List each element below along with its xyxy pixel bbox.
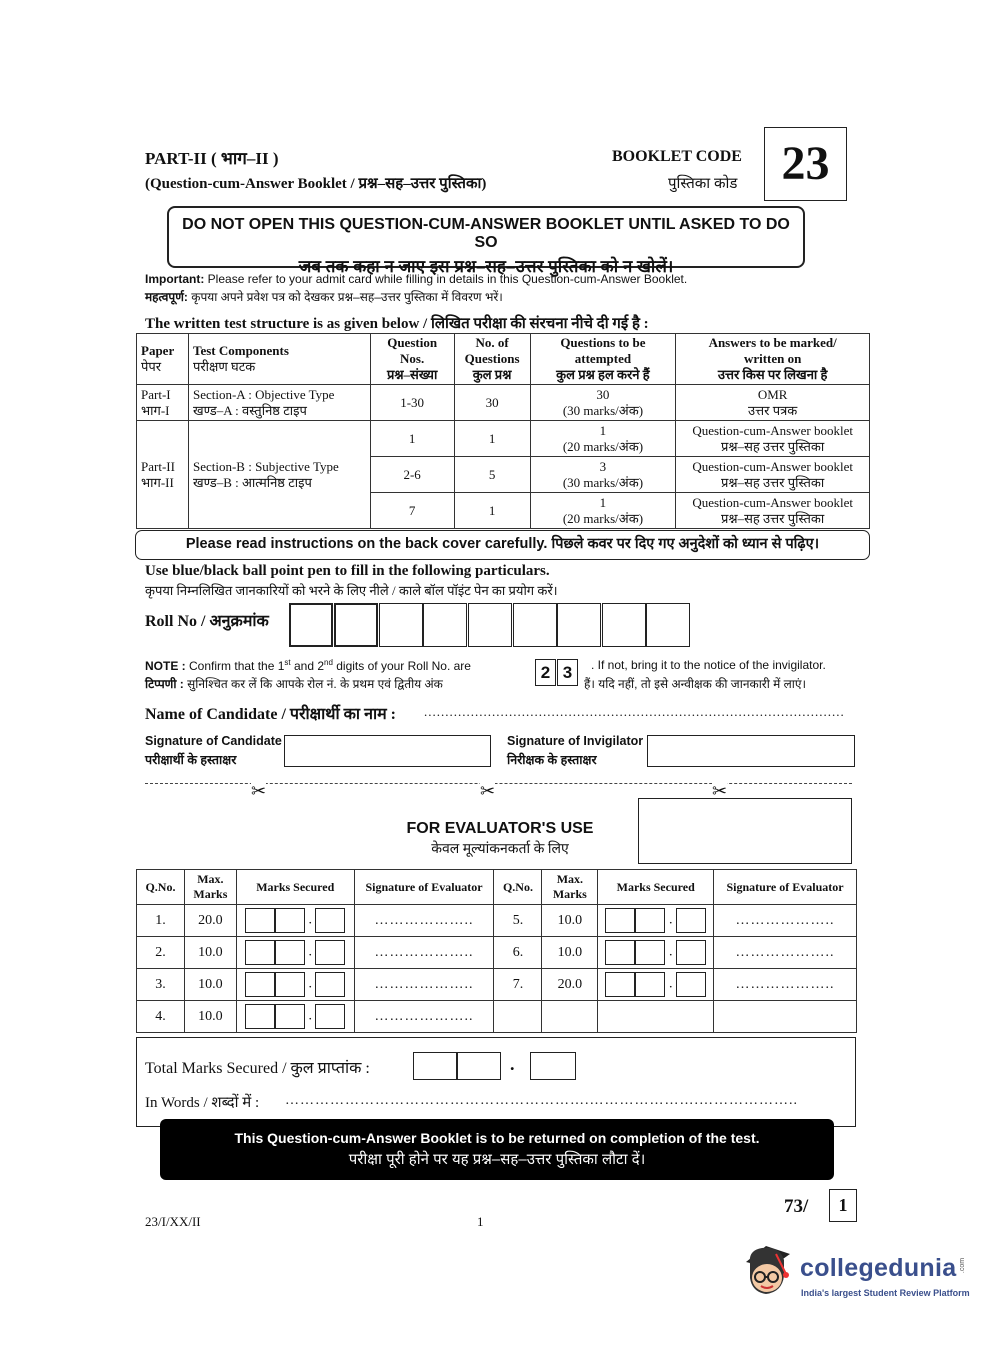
marks-box[interactable] xyxy=(315,1004,345,1029)
collegedunia-mascot-icon xyxy=(740,1240,794,1306)
evaluator-signature-field[interactable]: ……………….. xyxy=(714,905,857,937)
question-number: 1. xyxy=(137,905,185,937)
empty-cell xyxy=(542,1001,598,1033)
roll-digit-2: 3 xyxy=(557,659,578,686)
note-text-b: and 2 xyxy=(290,659,325,673)
part1-answer: OMR उत्तर पत्रक xyxy=(676,385,870,421)
decimal-point: . xyxy=(668,976,673,992)
marks-box[interactable] xyxy=(245,1004,275,1029)
marks-box[interactable] xyxy=(676,940,706,965)
decimal-point: . xyxy=(668,944,673,960)
page-number: 1 xyxy=(477,1214,484,1229)
note-text-hindi-a: सुनिश्चित कर लें कि आपके रोल नं. के प्रथम एवं द्वितीय अंक xyxy=(187,677,443,691)
evaluator-row xyxy=(137,969,857,1001)
part2-q3-numq: 1 xyxy=(454,493,530,529)
part1-numq: 30 xyxy=(454,385,530,421)
part-title: PART-II ( भाग–II ) xyxy=(145,149,279,168)
marks-box[interactable] xyxy=(605,940,635,965)
return-notice-hindi: परीक्षा पूरी होने पर यह प्रश्न–सह–उत्तर पुस्तिका लौटा दें। xyxy=(348,1151,646,1168)
evaluator-signature-header: Signature of Evaluator xyxy=(714,870,857,905)
marks-box[interactable] xyxy=(275,972,305,997)
question-number: 6. xyxy=(494,937,542,969)
question-number: 2. xyxy=(137,937,185,969)
part2-q3-answer: Question-cum-Answer booklet प्रश्न–सह उत्तर पुस्तिका xyxy=(676,493,870,529)
collegedunia-logo-text: collegedunia xyxy=(800,1254,957,1282)
evaluator-stamp-box[interactable] xyxy=(638,798,852,864)
important-text: Please refer to your admit card while filling in details in this Question-cum-Answer Booklet. xyxy=(207,272,688,286)
marks-secured-cell[interactable] xyxy=(598,905,714,937)
roll-digit-box[interactable] xyxy=(646,603,690,647)
marks-box[interactable] xyxy=(605,972,635,997)
total-marks-label: Total Marks Secured / कुल प्राप्तांक : xyxy=(145,1060,370,1077)
roll-digit-1: 2 xyxy=(535,659,556,686)
marks-box[interactable] xyxy=(275,1004,305,1029)
roll-digit-box[interactable] xyxy=(423,603,467,647)
collegedunia-domain: .com xyxy=(959,1257,967,1274)
max-marks: 20.0 xyxy=(184,905,236,937)
evaluator-signature-field[interactable]: ……………….. xyxy=(714,937,857,969)
in-words-label: In Words / शब्दों में : xyxy=(145,1095,260,1111)
part2-q1-numq: 1 xyxy=(454,421,530,457)
important-text-hindi: कृपया अपने प्रवेश पत्र को देखकर प्रश्न–सह–उत्तर पुस्तिका में विवरण भरें। xyxy=(191,290,503,304)
part2-q3-attempt: 1 (20 marks/अंक) xyxy=(530,493,676,529)
evaluator-row xyxy=(137,1001,857,1033)
max-marks: 10.0 xyxy=(542,905,598,937)
warning-hindi: जब तक कहा न जाए इस प्रश्न–सह–उत्तर पुस्तिका को न खोलें। xyxy=(298,257,674,276)
part2-q2-answer: Question-cum-Answer booklet प्रश्न–सह उत्तर पुस्तिका xyxy=(676,457,870,493)
question-number: 3. xyxy=(137,969,185,1001)
num-questions-header: No. of Questions कुल प्रश्न xyxy=(454,334,530,385)
marks-box[interactable] xyxy=(315,908,345,933)
note-label-hindi: टिप्पणी : xyxy=(145,677,184,691)
marks-secured-cell[interactable] xyxy=(236,905,354,937)
roll-digit-box[interactable] xyxy=(602,603,646,647)
invigilator-signature-box[interactable] xyxy=(647,735,855,767)
pen-instruction-hindi: कृपया निम्नलिखित जानकारियों को भरने के लिए नीले / काले बॉल पॉइंट पेन का प्रयोग करें। xyxy=(145,583,558,598)
marks-box[interactable] xyxy=(676,972,706,997)
marks-box[interactable] xyxy=(245,908,275,933)
warning-english: DO NOT OPEN THIS QUESTION-CUM-ANSWER BOOKLET UNTIL ASKED TO DO SO xyxy=(182,216,790,251)
marks-box[interactable] xyxy=(275,908,305,933)
important-label-hindi: महत्वपूर्ण: xyxy=(145,290,188,304)
part2-q3-qnos: 7 xyxy=(370,493,454,529)
evaluator-signature-field[interactable]: ……………….. xyxy=(354,1001,494,1033)
empty-cell xyxy=(598,1001,714,1033)
booklet-code-label-hindi: पुस्तिका कोड xyxy=(668,176,738,192)
part1-paper: Part-I भाग-I xyxy=(137,385,189,421)
empty-cell xyxy=(494,1001,542,1033)
roll-digit-box[interactable] xyxy=(557,603,601,647)
marks-box[interactable] xyxy=(275,940,305,965)
structure-table xyxy=(136,333,870,529)
scissors-icon: ✂ xyxy=(480,781,496,801)
part2-q2-qnos: 2-6 xyxy=(370,457,454,493)
candidate-signature-label xyxy=(145,734,282,768)
marks-secured-cell[interactable] xyxy=(598,969,714,1001)
marks-box[interactable] xyxy=(245,940,275,965)
marks-secured-header: Marks Secured xyxy=(598,870,714,905)
total-marks-box[interactable] xyxy=(457,1052,501,1080)
marks-secured-header: Marks Secured xyxy=(236,870,354,905)
qno-header: Q.No. xyxy=(494,870,542,905)
total-marks-section xyxy=(136,1037,856,1127)
part1-component: Section-A : Objective Type खण्ड–A : वस्तुनिष्ठ टाइप xyxy=(188,385,370,421)
part2-q2-numq: 5 xyxy=(454,457,530,493)
answers-header: Answers to be marked/ written on उत्तर किस पर लिखना है xyxy=(676,334,870,385)
decimal-point: . xyxy=(668,912,673,928)
evaluator-signature-field[interactable]: ……………….. xyxy=(354,937,494,969)
structure-row-part2-q1 xyxy=(137,421,870,457)
components-header: Test Components परीक्षण घटक xyxy=(188,334,370,385)
evaluator-row xyxy=(137,937,857,969)
marks-secured-cell[interactable] xyxy=(236,1001,354,1033)
important-label: Important: xyxy=(145,272,205,286)
warning-box xyxy=(167,206,805,276)
max-marks: 10.0 xyxy=(184,1001,236,1033)
total-marks-box[interactable] xyxy=(413,1052,457,1080)
note-english xyxy=(145,658,471,673)
series-label: 73/ xyxy=(784,1196,809,1217)
max-marks-header: Max. Marks xyxy=(542,870,598,905)
evaluator-title: FOR EVALUATOR'S USE xyxy=(406,820,594,837)
roll-no-boxes[interactable] xyxy=(289,603,691,649)
part2-q2-attempt: 3 (30 marks/अंक) xyxy=(530,457,676,493)
part2-paper: Part-II भाग-II xyxy=(137,421,189,529)
attempt-header: Questions to be attempted कुल प्रश्न हल करने हैं xyxy=(530,334,676,385)
roll-no-label: Roll No / अनुक्रमांक xyxy=(145,613,269,630)
note-sup-2: nd xyxy=(324,658,333,667)
structure-row-part1 xyxy=(137,385,870,421)
part2-q1-attempt: 1 (20 marks/अंक) xyxy=(530,421,676,457)
total-marks-decimal-box[interactable] xyxy=(530,1052,576,1080)
question-number: 7. xyxy=(494,969,542,1001)
question-nos-header: Question Nos. प्रश्न–संख्या xyxy=(370,334,454,385)
marks-box[interactable] xyxy=(315,940,345,965)
structure-header-row xyxy=(137,334,870,385)
part2-q1-answer: Question-cum-Answer booklet प्रश्न–सह उत्तर पुस्तिका xyxy=(676,421,870,457)
marks-box[interactable] xyxy=(635,972,665,997)
instructions-box: Please read instructions on the back cover carefully. पिछले कवर पर दिए गए अनुदेशों को ध्यान से पढ़िए। xyxy=(135,530,870,560)
marks-box[interactable] xyxy=(676,908,706,933)
qno-header: Q.No. xyxy=(137,870,185,905)
note-english-end: . If not, bring it to the notice of the invigilator. xyxy=(591,658,826,672)
marks-box[interactable] xyxy=(315,972,345,997)
roll-digit-box[interactable] xyxy=(468,603,512,647)
note-text-c: digits of your Roll No. are xyxy=(332,659,471,673)
roll-digit-box[interactable] xyxy=(513,603,557,647)
invigilator-signature-hi: निरीक्षक के हस्ताक्षर xyxy=(507,753,597,767)
important-note xyxy=(145,272,687,286)
in-words-field[interactable]: …………………………………………………….………………….……………….. xyxy=(285,1093,798,1108)
evaluator-title-hindi: केवल मूल्यांकनकर्ता के लिए xyxy=(431,842,569,857)
roll-digit-box[interactable] xyxy=(289,603,333,647)
important-note-hindi xyxy=(145,288,503,305)
part1-qnos: 1-30 xyxy=(370,385,454,421)
invigilator-signature-label xyxy=(507,734,643,768)
decimal-point: . xyxy=(308,1008,312,1024)
marks-secured-cell[interactable] xyxy=(236,969,354,1001)
evaluator-row xyxy=(137,905,857,937)
candidate-signature-hi: परीक्षार्थी के हस्ताक्षर xyxy=(145,753,237,767)
marks-box[interactable] xyxy=(635,908,665,933)
max-marks: 10.0 xyxy=(542,937,598,969)
decimal-point: . xyxy=(510,1054,515,1074)
note-label: NOTE : xyxy=(145,659,186,673)
series-box: 1 xyxy=(829,1189,857,1222)
return-booklet-notice xyxy=(160,1119,834,1180)
note-text-a: Confirm that the 1 xyxy=(189,659,285,673)
part2-component: Section-B : Subjective Type खण्ड–B : आत्मनिष्ठ टाइप xyxy=(188,421,370,529)
collegedunia-tagline: India's largest Student Review Platform xyxy=(801,1288,970,1298)
return-notice-english: This Question-cum-Answer Booklet is to be returned on completion of the test. xyxy=(234,1130,760,1146)
evaluator-signature-field[interactable]: ……………….. xyxy=(354,969,494,1001)
decimal-point: . xyxy=(308,944,312,960)
candidate-name-label: Name of Candidate / परीक्षार्थी का नाम : xyxy=(145,706,396,723)
part1-attempt: 30 (30 marks/अंक) xyxy=(530,385,676,421)
paper-header: Paper पेपर xyxy=(137,334,189,385)
structure-heading: The written test structure is as given below / लिखित परीक्षा की संरचना नीचे दी गई है : xyxy=(145,316,649,332)
empty-cell xyxy=(714,1001,857,1033)
booklet-code-box: 23 xyxy=(764,127,847,201)
roll-digit-box[interactable] xyxy=(334,603,378,647)
invigilator-signature-en: Signature of Invigilator xyxy=(507,734,644,748)
marks-secured-cell[interactable] xyxy=(598,937,714,969)
candidate-signature-box[interactable] xyxy=(284,735,491,767)
evaluator-signature-header: Signature of Evaluator xyxy=(354,870,494,905)
max-marks: 10.0 xyxy=(184,937,236,969)
note-sup-1: st xyxy=(284,658,291,667)
question-number: 5. xyxy=(494,905,542,937)
evaluator-table xyxy=(136,869,857,1033)
max-marks: 20.0 xyxy=(542,969,598,1001)
marks-box[interactable] xyxy=(605,908,635,933)
part2-q1-qnos: 1 xyxy=(370,421,454,457)
note-hindi-end: हैं। यदि नहीं, तो इसे अन्वीक्षक की जानकारी में लाएं। xyxy=(584,677,807,691)
scissors-icon: ✂ xyxy=(712,781,728,801)
evaluator-signature-field[interactable]: ……………….. xyxy=(354,905,494,937)
note-hindi xyxy=(145,675,443,692)
pen-instruction: Use blue/black ball point pen to fill in the following particulars. xyxy=(145,563,550,579)
evaluator-signature-field[interactable]: ……………….. xyxy=(714,969,857,1001)
evaluator-header-row xyxy=(137,870,857,905)
question-number: 4. xyxy=(137,1001,185,1033)
booklet-subtitle: (Question-cum-Answer Booklet / प्रश्न–सह–उत्तर पुस्तिका) xyxy=(145,176,487,192)
max-marks: 10.0 xyxy=(184,969,236,1001)
marks-secured-cell[interactable] xyxy=(236,937,354,969)
candidate-name-field[interactable]: ................................................................................................... xyxy=(424,704,845,719)
candidate-signature-en: Signature of Candidate xyxy=(145,734,282,748)
scissors-icon: ✂ xyxy=(251,781,267,801)
decimal-point: . xyxy=(308,912,312,928)
marks-box[interactable] xyxy=(635,940,665,965)
roll-digit-box[interactable] xyxy=(379,603,423,647)
marks-box[interactable] xyxy=(245,972,275,997)
max-marks-header: Max. Marks xyxy=(184,870,236,905)
booklet-code-label: BOOKLET CODE xyxy=(612,148,742,165)
decimal-point: . xyxy=(308,976,312,992)
paper-code: 23/I/XX/II xyxy=(145,1214,201,1229)
